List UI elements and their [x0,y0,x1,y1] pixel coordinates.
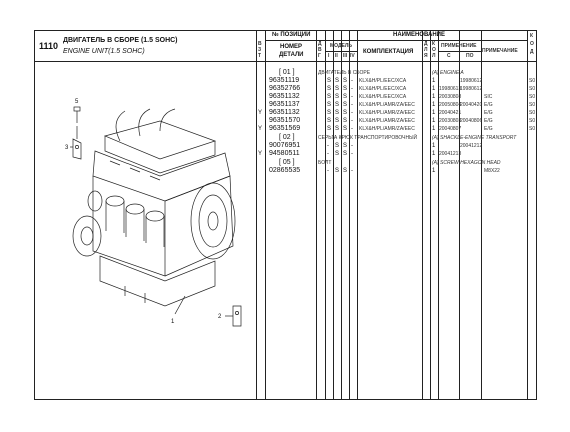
group-desc-en: (A) SHACKLE-ENGINE TRANSPORT [432,135,517,141]
row-flag: Y [258,151,263,157]
row-flag: Y [258,126,263,132]
model-flag: S [327,118,332,124]
row-flag: Y [258,110,263,116]
apply-from: 19980613 [439,86,462,92]
model-flag: - [327,151,329,157]
col-model-iv: IV [350,53,355,59]
quantity: 1 [432,86,436,92]
col-vv: В [318,47,322,53]
kit-code: KLX&H/PL/AMR/ZA/EEC [359,110,415,116]
part-number: 96351119 [269,77,300,84]
group-header [35,69,536,77]
col-model-header: МОДЕЛЬ [330,43,352,49]
model-flag: S [343,151,348,157]
table-row[interactable] [35,93,536,101]
model-flag: S [327,86,332,92]
model-flag: S [327,102,332,108]
kit-code: KLX&H/PL/EEC/XCA [359,94,407,100]
code: S0 [529,118,536,124]
group-header [35,134,536,142]
quantity: 1 [432,151,436,157]
model-flag: S [343,143,348,149]
part-number: 96351132 [269,93,300,100]
col-model-i: I [328,53,330,59]
group-code: 1110 [39,41,59,51]
col-position-header: № ПОЗИЦИИ [272,32,311,38]
apply-to: 19980612 [460,86,483,92]
quantity: 1 [432,126,436,132]
model-flag: - [351,168,353,174]
callout-1: 1 [171,319,175,325]
header-sub-line [325,51,357,52]
quantity: 1 [432,110,436,116]
model-flag: S [327,126,332,132]
group-desc-ru: БОЛТ [318,160,332,166]
apply-to: 20040420 [460,102,483,108]
callout-5: 5 [75,99,79,105]
quantity: 1 [432,102,436,108]
col-code-2: О [530,41,534,47]
model-flag: S [335,143,340,149]
col-apply-from: С [447,53,451,59]
col-z: З [258,47,262,53]
group-position: [ 05 ] [279,159,295,166]
col-t: Т [258,53,262,59]
model-flag: - [351,110,353,116]
kit-code: KLX&H/PL/AMR/ZA/EEC [359,118,415,124]
table-row[interactable] [35,101,536,109]
kit-code: KLX&H/PL/EEC/XCA [359,78,407,84]
part-number: 96351132 [269,109,300,116]
col-apply-header: ПРИМЕНЕНИЕ [441,43,477,49]
model-flag: S [343,168,348,174]
model-flag: - [351,102,353,108]
note: M8X22 [484,168,500,174]
group-header [35,159,536,167]
col-d: Д [318,41,322,47]
part-number: 96351570 [269,117,301,124]
code: S0 [529,102,536,108]
group-position: [ 01 ] [279,69,295,76]
col-apply-to: ПО [466,53,474,59]
col-note-header: ПРИМЕЧАНИЕ [482,48,518,54]
code: S0 [529,94,536,100]
table-row[interactable] [35,77,536,85]
model-flag: - [327,168,329,174]
table-row[interactable] [35,142,536,150]
table-row[interactable] [35,117,536,125]
col-model-ii: II [335,53,338,59]
col-code-3: Д [530,49,534,55]
model-flag: S [343,94,348,100]
note: E/G [484,118,493,124]
model-flag: S [335,118,340,124]
group-desc-en: (A) SCREW-HEXAGON HEAD [432,160,501,166]
model-flag: S [335,126,340,132]
col-kop-2: О [432,47,436,53]
title-ru: ДВИГАТЕЛЬ В СБОРЕ (1.5 SOHC) [63,37,178,44]
model-flag: - [351,94,353,100]
apply-to: 19980612 [460,78,483,84]
apply-from: 20030803 [439,118,462,124]
catalog-page-frame [34,30,537,400]
col-kop-3: Л [432,53,436,59]
model-flag: S [343,126,348,132]
col-naming-header: НАИМЕНОВАНИЕ [393,32,445,38]
table-row[interactable] [35,85,536,93]
group-desc-ru: СЕРЬГА КРЮК ТРАНСПОРТИРОВОЧНЫЙ [318,135,418,141]
header-sub-line [438,51,481,52]
code: S0 [529,126,536,132]
table-row[interactable] [35,150,536,158]
group-desc-en: (A) ENGINE A [432,70,464,76]
note: SIC [484,94,493,100]
callout-2: 2 [218,314,222,320]
note: E/G [484,110,493,116]
col-v: В [258,41,262,47]
model-flag: S [335,168,340,174]
kit-code: KLX&H/PL/AMR/ZA/EEC [359,126,415,132]
col-part-no-header: НОМЕР ДЕТАЛИ [279,44,304,58]
col-qty-3: Я [424,53,428,59]
model-flag: - [351,143,353,149]
part-number: 96352766 [269,85,301,92]
quantity: 1 [432,94,436,100]
apply-from: 20040421 [439,110,462,116]
apply-from: 20050804 [439,102,462,108]
part-number: 96351137 [269,101,300,108]
model-flag: S [335,102,340,108]
quantity: 1 [432,168,436,174]
table-row[interactable] [35,109,536,117]
code: S0 [529,78,536,84]
model-flag: S [343,78,348,84]
kit-code: KLX&H/PL/EEC/XCA [359,86,407,92]
model-flag: - [351,126,353,132]
model-flag: S [335,78,340,84]
model-flag: S [327,78,332,84]
note: E/G [484,102,493,108]
model-flag: S [335,94,340,100]
table-row[interactable] [35,167,536,175]
model-flag: - [351,151,353,157]
group-position: [ 02 ] [279,134,295,141]
col-qty-2: Л [424,47,428,53]
model-flag: - [351,118,353,124]
col-model-iii: III [343,53,348,59]
header-bottom-line [35,61,536,62]
apply-from: 20041213 [439,151,462,157]
apply-to: 20040806 [460,118,483,124]
callout-3: 3 [65,145,69,151]
col-g: Г [318,53,321,59]
model-flag: S [343,86,348,92]
title-en: ENGINE UNIT(1.5 SOHC) [63,48,145,55]
kit-code: KLX&H/PL/AMR/ZA/EEC [359,102,415,108]
quantity: 1 [432,78,436,84]
code: S0 [529,110,536,116]
note: E/G [484,126,493,132]
apply-from: 20040807 [439,126,462,132]
col-kop-1: К [432,41,436,47]
model-flag: S [343,102,348,108]
apply-from: 20030808 [439,94,462,100]
code: S0 [529,86,536,92]
model-flag: - [351,86,353,92]
model-flag: S [327,110,332,116]
col-kit-header: КОМПЛЕКТАЦИЯ [363,49,414,55]
quantity: 1 [432,143,436,149]
part-number: 94580511 [269,150,300,157]
model-flag: S [343,118,348,124]
model-flag: - [351,78,353,84]
model-flag: S [335,151,340,157]
model-flag: - [327,143,329,149]
part-number: 02865535 [269,167,301,174]
part-number: 96351569 [269,125,301,132]
col-code-1: К [530,33,534,39]
part-number: 90076951 [269,142,301,149]
table-row[interactable] [35,125,536,133]
quantity: 1 [432,118,436,124]
model-flag: S [327,94,332,100]
col-qty-1: Д [424,41,428,47]
model-flag: S [343,110,348,116]
model-flag: S [335,86,340,92]
header-sub-line [265,40,527,41]
apply-to: 20041212 [460,143,483,149]
group-desc-ru: ДВИГАТЕЛЬ В СБОРЕ [318,70,371,76]
model-flag: S [335,110,340,116]
